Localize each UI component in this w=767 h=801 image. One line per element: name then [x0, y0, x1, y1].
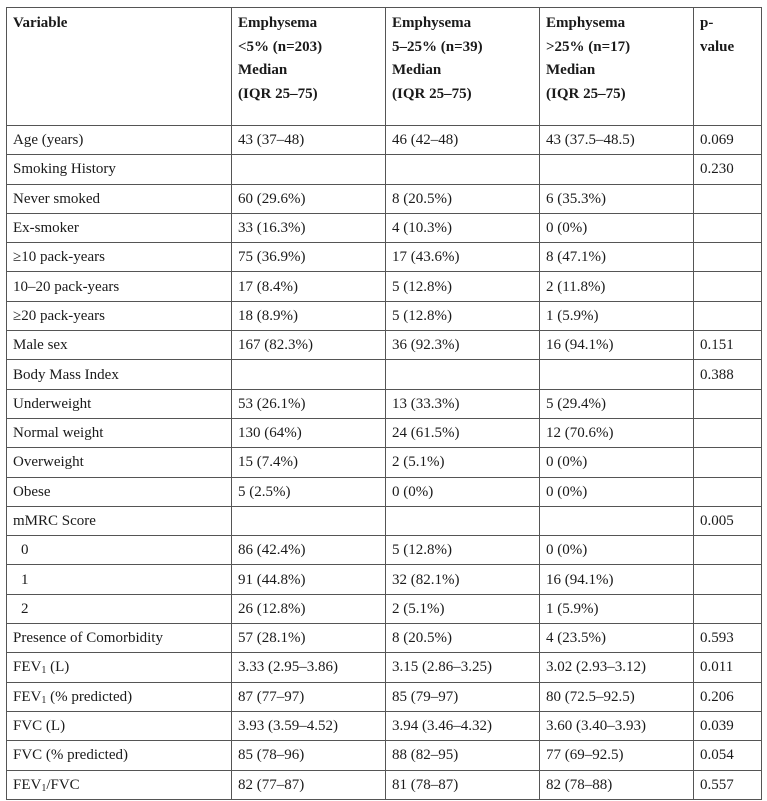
table-row — [7, 213, 762, 242]
cell-gt25: 1 (5.9%) — [540, 301, 694, 330]
cell-mid: 85 (79–97) — [386, 682, 540, 711]
table-row — [7, 741, 762, 770]
variable-subscript: 1 — [41, 665, 47, 677]
cell-variable: Overweight — [7, 448, 232, 477]
cell-gt25: 0 (0%) — [540, 536, 694, 565]
table-row — [7, 565, 762, 594]
cell-lt5: 86 (42.4%) — [232, 536, 386, 565]
cell-lt5: 33 (16.3%) — [232, 213, 386, 242]
cell-p-value: 0.230 — [694, 155, 762, 184]
cell-lt5: 26 (12.8%) — [232, 594, 386, 623]
table-row — [7, 360, 762, 389]
cell-mid: 5 (12.8%) — [386, 301, 540, 330]
cell-variable — [7, 682, 232, 711]
cell-mid: 46 (42–48) — [386, 126, 540, 155]
header-line: >25% (n=17) — [546, 38, 631, 55]
cell-p-value: 0.069 — [694, 126, 762, 155]
cell-lt5: 17 (8.4%) — [232, 272, 386, 301]
cell-gt25 — [540, 360, 694, 389]
cell-p-value: 0.011 — [694, 653, 762, 682]
cell-gt25: 0 (0%) — [540, 213, 694, 242]
cell-variable: ≥20 pack-years — [7, 301, 232, 330]
cell-mid: 3.94 (3.46–4.32) — [386, 711, 540, 740]
cell-p-value — [694, 448, 762, 477]
cell-p-value — [694, 301, 762, 330]
header-line: Emphysema — [546, 15, 626, 31]
table-row — [7, 711, 762, 740]
table-row — [7, 126, 762, 155]
cell-lt5: 3.33 (2.95–3.86) — [232, 653, 386, 682]
cell-mid: 3.15 (2.86–3.25) — [386, 653, 540, 682]
header-row — [7, 8, 762, 126]
cell-gt25: 3.02 (2.93–3.12) — [540, 653, 694, 682]
cell-gt25: 0 (0%) — [540, 477, 694, 506]
table-row — [7, 477, 762, 506]
cell-mid: 8 (20.5%) — [386, 184, 540, 213]
cell-p-value: 0.593 — [694, 624, 762, 653]
cell-lt5: 87 (77–97) — [232, 682, 386, 711]
cell-gt25: 2 (11.8%) — [540, 272, 694, 301]
table-row — [7, 448, 762, 477]
cell-lt5: 5 (2.5%) — [232, 477, 386, 506]
cell-gt25: 16 (94.1%) — [540, 331, 694, 360]
cell-mid — [386, 506, 540, 535]
cell-lt5: 75 (36.9%) — [232, 243, 386, 272]
cell-variable — [7, 770, 232, 799]
cell-lt5: 3.93 (3.59–4.52) — [232, 711, 386, 740]
cell-variable: Ex-smoker — [7, 213, 232, 242]
table-row — [7, 770, 762, 799]
cell-mid: 0 (0%) — [386, 477, 540, 506]
cell-gt25: 5 (29.4%) — [540, 389, 694, 418]
cell-lt5: 43 (37–48) — [232, 126, 386, 155]
header-line: Variable — [13, 15, 68, 31]
table-header — [7, 8, 762, 126]
cell-lt5 — [232, 360, 386, 389]
header-line: Emphysema — [392, 15, 472, 31]
cell-p-value: 0.206 — [694, 682, 762, 711]
cell-lt5: 130 (64%) — [232, 418, 386, 447]
variable-suffix: /FVC — [46, 776, 80, 793]
header-line: (IQR 25–75) — [546, 85, 626, 102]
cell-p-value — [694, 243, 762, 272]
variable-subscript: 1 — [41, 694, 47, 706]
table-row — [7, 536, 762, 565]
cell-variable: Normal weight — [7, 418, 232, 447]
cell-p-value — [694, 389, 762, 418]
cell-variable: 1 — [7, 565, 232, 594]
cell-variable: Never smoked — [7, 184, 232, 213]
cell-lt5: 15 (7.4%) — [232, 448, 386, 477]
cell-p-value — [694, 594, 762, 623]
header-emphysema-lt5 — [232, 8, 386, 126]
table-row — [7, 272, 762, 301]
cell-variable: ≥10 pack-years — [7, 243, 232, 272]
cell-mid: 81 (78–87) — [386, 770, 540, 799]
cell-mid: 2 (5.1%) — [386, 594, 540, 623]
cell-mid: 24 (61.5%) — [386, 418, 540, 447]
cell-variable: 10–20 pack-years — [7, 272, 232, 301]
variable-prefix: FEV — [13, 688, 42, 705]
table-row — [7, 155, 762, 184]
header-variable — [7, 8, 232, 126]
cell-lt5: 53 (26.1%) — [232, 389, 386, 418]
cell-p-value — [694, 272, 762, 301]
cell-mid — [386, 360, 540, 389]
cell-lt5 — [232, 155, 386, 184]
cell-gt25: 8 (47.1%) — [540, 243, 694, 272]
table-row — [7, 243, 762, 272]
cell-variable: Obese — [7, 477, 232, 506]
cell-lt5: 60 (29.6%) — [232, 184, 386, 213]
variable-subscript: 1 — [41, 782, 47, 794]
cell-variable: FVC (L) — [7, 711, 232, 740]
cell-variable: 0 — [7, 536, 232, 565]
header-line: value — [700, 38, 735, 55]
cell-mid — [386, 155, 540, 184]
cell-variable: Presence of Comorbidity — [7, 624, 232, 653]
header-line: Median — [392, 62, 442, 78]
cell-lt5 — [232, 506, 386, 535]
cell-mid: 17 (43.6%) — [386, 243, 540, 272]
cell-lt5: 82 (77–87) — [232, 770, 386, 799]
cell-p-value — [694, 565, 762, 594]
cell-mid: 36 (92.3%) — [386, 331, 540, 360]
cell-p-value: 0.388 — [694, 360, 762, 389]
cell-variable: Age (years) — [7, 126, 232, 155]
cell-gt25: 1 (5.9%) — [540, 594, 694, 623]
variable-suffix: (% predicted) — [46, 688, 133, 705]
header-line: p- — [700, 15, 714, 31]
header-line: (IQR 25–75) — [392, 85, 472, 102]
cell-p-value: 0.054 — [694, 741, 762, 770]
cell-mid: 5 (12.8%) — [386, 536, 540, 565]
cell-variable: Male sex — [7, 331, 232, 360]
header-emphysema-gt25 — [540, 8, 694, 126]
header-line: <5% (n=203) — [238, 38, 323, 55]
cell-mid: 88 (82–95) — [386, 741, 540, 770]
cell-mid: 5 (12.8%) — [386, 272, 540, 301]
table-row — [7, 418, 762, 447]
cell-gt25: 6 (35.3%) — [540, 184, 694, 213]
cell-variable: FVC (% predicted) — [7, 741, 232, 770]
cell-mid: 4 (10.3%) — [386, 213, 540, 242]
cell-p-value: 0.557 — [694, 770, 762, 799]
header-line: 5–25% (n=39) — [392, 38, 483, 55]
header-line: Median — [546, 62, 596, 78]
table-row — [7, 624, 762, 653]
cell-lt5: 91 (44.8%) — [232, 565, 386, 594]
cell-variable — [7, 653, 232, 682]
cell-gt25: 3.60 (3.40–3.93) — [540, 711, 694, 740]
cell-mid: 13 (33.3%) — [386, 389, 540, 418]
cell-p-value: 0.151 — [694, 331, 762, 360]
header-line: Emphysema — [238, 15, 318, 31]
cell-gt25: 4 (23.5%) — [540, 624, 694, 653]
table-row — [7, 682, 762, 711]
cell-lt5: 85 (78–96) — [232, 741, 386, 770]
cell-gt25: 82 (78–88) — [540, 770, 694, 799]
cell-p-value — [694, 418, 762, 447]
cell-gt25: 16 (94.1%) — [540, 565, 694, 594]
cell-lt5: 18 (8.9%) — [232, 301, 386, 330]
cell-variable: mMRC Score — [7, 506, 232, 535]
cell-variable: 2 — [7, 594, 232, 623]
cell-p-value — [694, 536, 762, 565]
cell-mid: 32 (82.1%) — [386, 565, 540, 594]
cell-gt25 — [540, 155, 694, 184]
table-row — [7, 594, 762, 623]
header-line: (IQR 25–75) — [238, 85, 318, 102]
header-line: Median — [238, 62, 288, 78]
cell-p-value — [694, 213, 762, 242]
table-row — [7, 184, 762, 213]
header-emphysema-5-25 — [386, 8, 540, 126]
cell-gt25: 80 (72.5–92.5) — [540, 682, 694, 711]
cell-gt25 — [540, 506, 694, 535]
cell-p-value — [694, 184, 762, 213]
table-row — [7, 389, 762, 418]
cell-mid: 8 (20.5%) — [386, 624, 540, 653]
cell-lt5: 57 (28.1%) — [232, 624, 386, 653]
cell-variable: Smoking History — [7, 155, 232, 184]
variable-suffix: (L) — [46, 659, 70, 676]
variable-prefix: FEV — [13, 776, 42, 793]
cell-p-value: 0.005 — [694, 506, 762, 535]
cell-mid: 2 (5.1%) — [386, 448, 540, 477]
cell-gt25: 77 (69–92.5) — [540, 741, 694, 770]
header-p-value — [694, 8, 762, 126]
cell-p-value: 0.039 — [694, 711, 762, 740]
cell-lt5: 167 (82.3%) — [232, 331, 386, 360]
table-row — [7, 506, 762, 535]
table-row — [7, 301, 762, 330]
cell-gt25: 12 (70.6%) — [540, 418, 694, 447]
table-row — [7, 331, 762, 360]
cell-variable: Body Mass Index — [7, 360, 232, 389]
cell-p-value — [694, 477, 762, 506]
characteristics-table — [6, 7, 762, 800]
cell-variable: Underweight — [7, 389, 232, 418]
variable-prefix: FEV — [13, 659, 42, 676]
table-row — [7, 653, 762, 682]
cell-gt25: 43 (37.5–48.5) — [540, 126, 694, 155]
table-body — [7, 126, 762, 800]
cell-gt25: 0 (0%) — [540, 448, 694, 477]
